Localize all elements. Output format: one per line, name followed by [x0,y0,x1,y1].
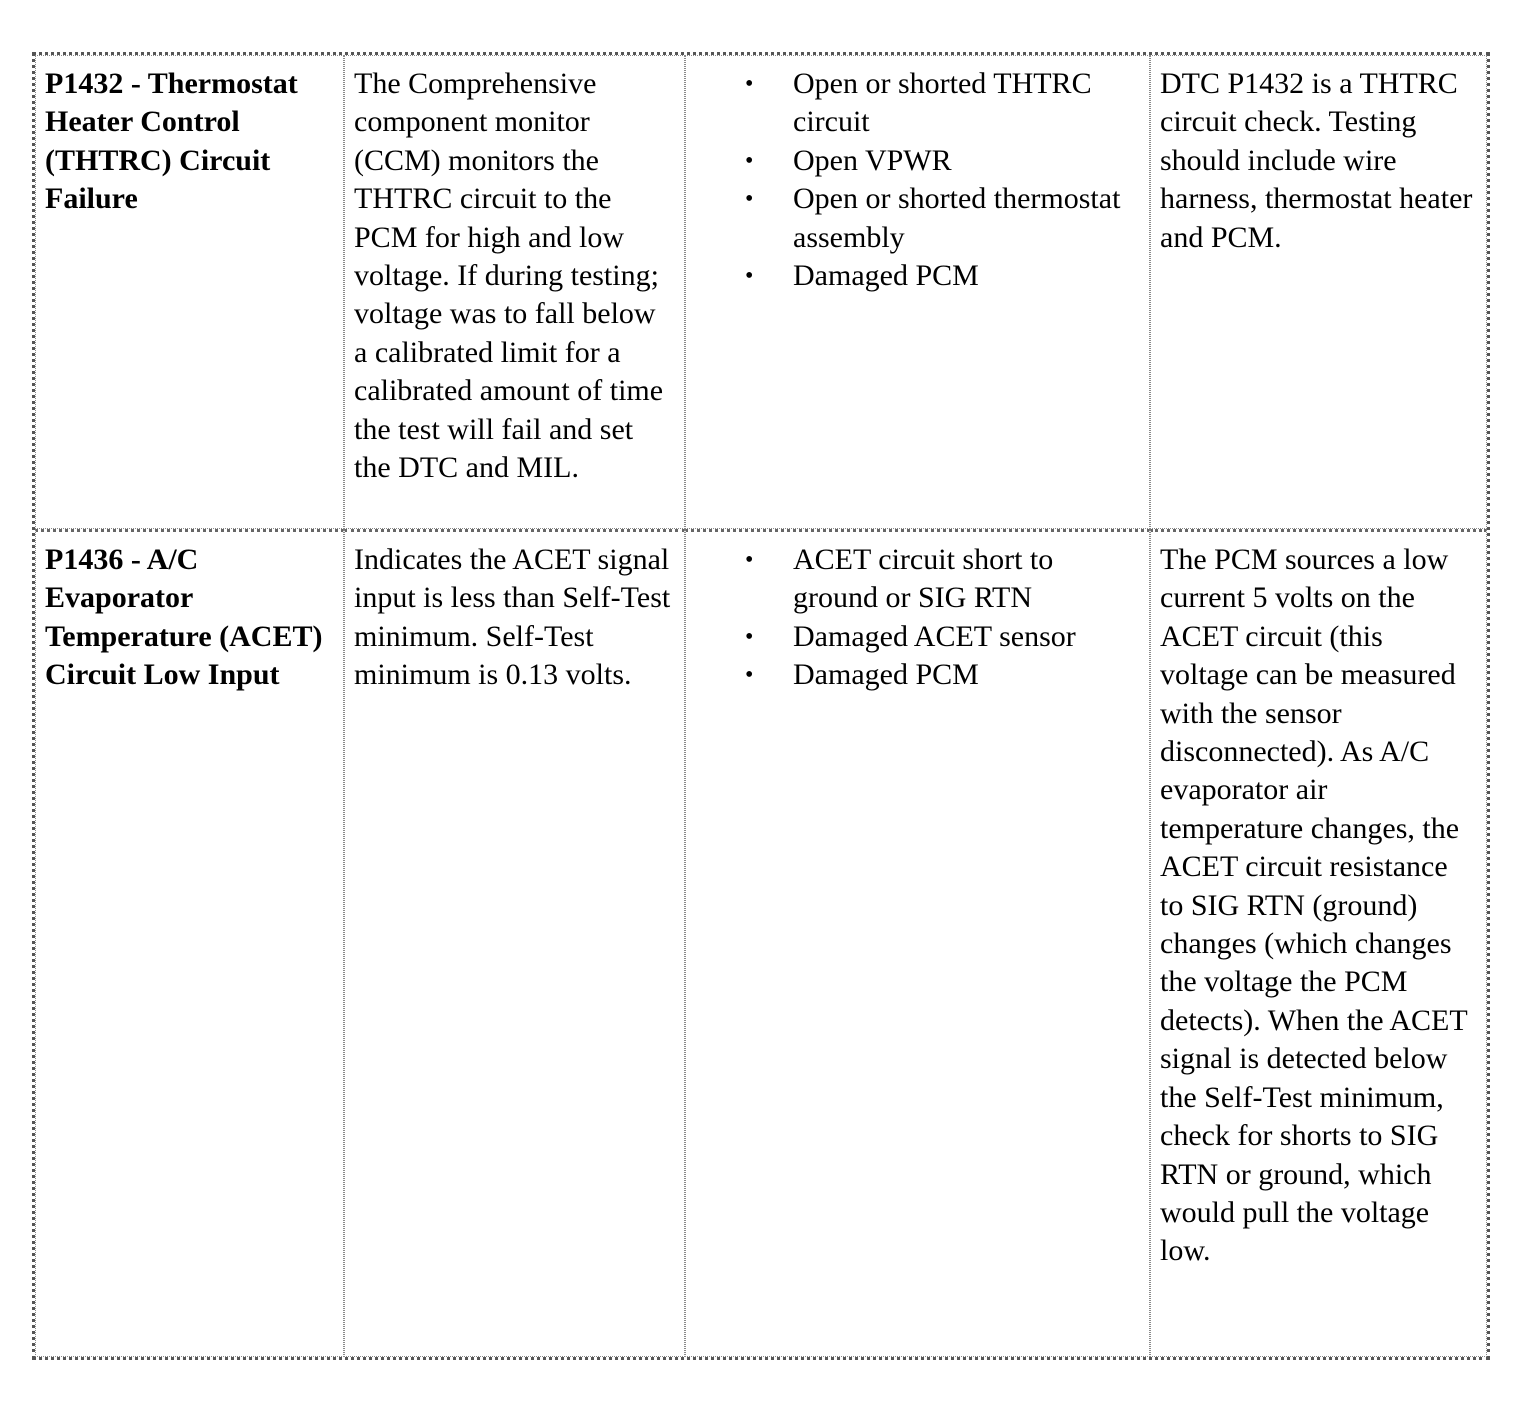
dtc-code-title: P1436 - A/C Evaporator Temperature (ACET) Circuit Low Input [45,543,323,692]
dtc-table [32,52,1490,1360]
dtc-code-title: P1432 - Thermostat Heater Control (THTRC) Circuit Failure [45,67,298,216]
dtc-causes-cell [685,529,1150,1357]
cause-text: Damaged ACET sensor [793,619,1076,653]
bullet-icon: • [745,147,754,174]
cause-text: Open or shorted thermostat assembly [793,182,1121,254]
table-row [35,55,1487,529]
bullet-icon: • [745,71,754,97]
cause-text: Open VPWR [793,143,952,177]
dtc-code-title-cell [35,529,344,1357]
list-item [745,257,1140,295]
list-item [745,65,1140,142]
dtc-causes-cell [685,55,1150,529]
list-item [745,541,1140,618]
dtc-code-title-cell [35,55,344,529]
cause-text: Damaged PCM [793,658,979,692]
list-item [745,618,1140,656]
cause-list [695,65,1140,295]
dtc-action-cell [1150,529,1487,1357]
dtc-action-cell [1150,55,1487,529]
cause-list [695,541,1140,695]
bullet-icon: • [745,263,754,290]
bullet-icon: • [745,662,754,689]
table-row [35,529,1487,1357]
dtc-description-cell [344,55,685,529]
list-item [745,180,1140,257]
cause-text: Open or shorted THTRC circuit [793,67,1092,139]
list-item [745,656,1140,694]
dtc-description-cell [344,529,685,1357]
cause-text: ACET circuit short to ground or SIG RTN [793,543,1054,615]
bullet-icon: • [745,623,754,650]
dtc-description: The Comprehensive component monitor (CCM) monitors the THTRC circuit to the PCM for high and low voltage. If during testing; voltage was to fall below a calibrated limit for a calibrated amount of time the test will fail and set the DTC and MIL. [354,67,664,485]
list-item [745,142,1140,180]
dtc-description: Indicates the ACET signal input is less than Self-Test minimum. Self-Test minimum is 0.13 volts. [354,543,671,692]
bullet-icon: • [745,547,754,573]
cause-text: Damaged PCM [793,259,979,293]
dtc-action: The PCM sources a low current 5 volts on the ACET circuit (this voltage can be measured with the sensor disconnected). As A/C evaporator air temperature changes, the ACET circuit resistance to SIG RTN (ground) changes (which changes the voltage the PCM detects). When the ACET signal is detected below the Self-Test minimum, check for shorts to SIG RTN or ground, which would pull the voltage low. [1160,543,1468,1268]
bullet-icon: • [745,186,754,213]
dtc-action: DTC P1432 is a THTRC circuit check. Testing should include wire harness, thermostat heater and PCM. [1160,67,1473,254]
